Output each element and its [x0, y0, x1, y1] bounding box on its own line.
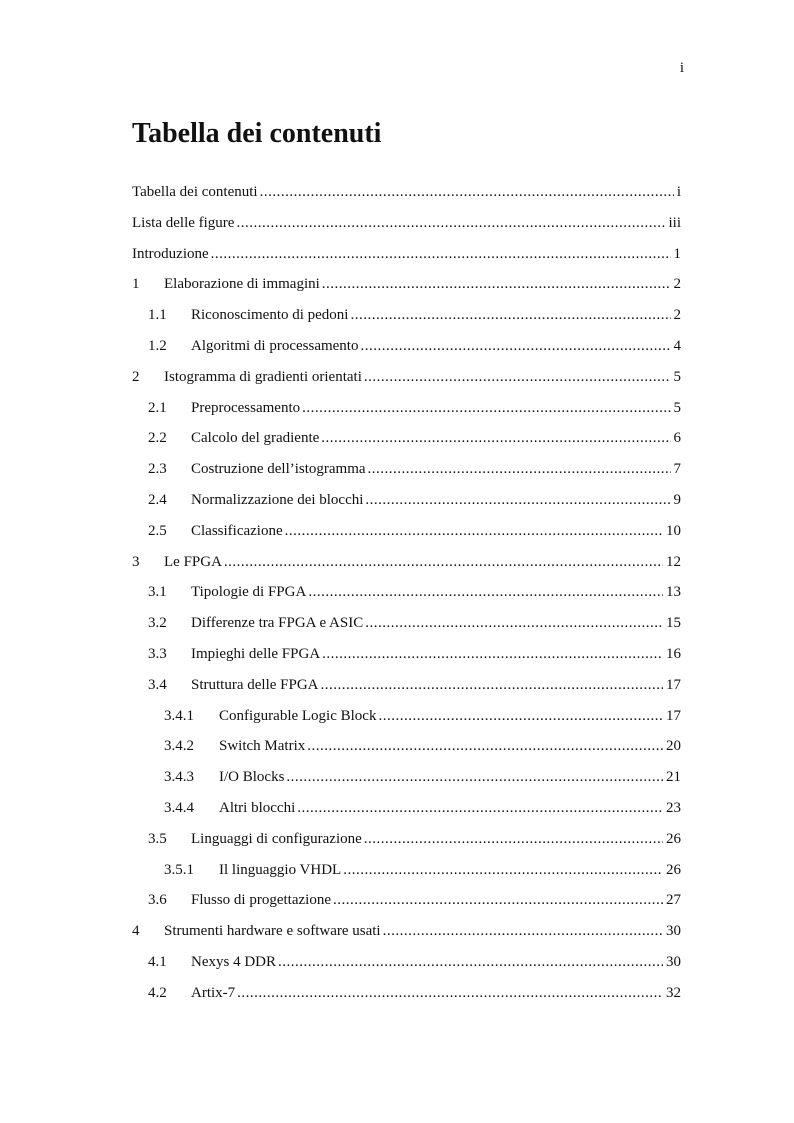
toc-entry[interactable]	[132, 578, 681, 609]
dot-leader	[322, 270, 671, 298]
toc-entry-label: Tabella dei contenuti	[132, 184, 258, 200]
dot-leader	[237, 979, 663, 1007]
toc-entry-label: Costruzione dell’istogramma	[191, 461, 366, 478]
dot-leader	[368, 455, 671, 483]
toc-entry[interactable]	[132, 517, 681, 548]
toc-entry-label: Flusso di progettazione	[191, 892, 331, 909]
dot-leader	[211, 240, 671, 268]
toc-entry-number: 2.2	[148, 430, 167, 447]
toc-entry-number: 4.2	[148, 984, 167, 1001]
toc-entry-number: 3.5	[148, 830, 167, 847]
toc-entry[interactable]	[132, 548, 681, 579]
dot-leader	[383, 917, 663, 945]
toc-entry-page: 26	[666, 861, 681, 878]
page-number: i	[679, 60, 684, 76]
toc-entry-label: Linguaggi di configurazione	[191, 830, 362, 847]
toc-entry-label: Tipologie di FPGA	[191, 584, 307, 601]
toc-entry-number: 3.5.1	[164, 861, 194, 878]
dot-leader	[308, 578, 663, 606]
toc-entry[interactable]	[132, 702, 681, 733]
toc-entry-number: 3	[132, 553, 140, 570]
toc-entry[interactable]	[132, 363, 681, 394]
toc-entry[interactable]	[132, 209, 681, 240]
dot-leader	[333, 886, 663, 914]
dot-leader	[365, 486, 670, 514]
toc-entry-page: 6	[673, 430, 681, 447]
toc-entry[interactable]	[132, 763, 681, 794]
toc-entry-label: Il linguaggio VHDL	[219, 861, 342, 878]
toc-entry[interactable]	[132, 671, 681, 702]
dot-leader	[364, 363, 671, 391]
toc-entry[interactable]	[132, 856, 681, 887]
dot-leader	[365, 609, 663, 637]
toc-entry-label: Elaborazione di immagini	[164, 276, 320, 293]
toc-entry[interactable]	[132, 424, 681, 455]
toc-entry-number: 4.1	[148, 953, 167, 970]
toc-entry-page: 30	[666, 923, 681, 940]
dot-leader	[343, 856, 663, 884]
toc-entry-number: 1	[132, 276, 140, 293]
toc-entry[interactable]	[132, 825, 681, 856]
toc-entry-page: 13	[666, 584, 681, 601]
dot-leader	[350, 301, 670, 329]
toc-entry[interactable]	[132, 332, 681, 363]
toc-entry-number: 4	[132, 923, 140, 940]
toc-entry-number: 1.2	[148, 337, 167, 354]
toc-entry-number: 2.1	[148, 399, 167, 416]
toc-entry-page: 10	[666, 522, 681, 539]
toc-entry[interactable]	[132, 394, 681, 425]
toc-entry-label: Struttura delle FPGA	[191, 676, 319, 693]
dot-leader	[278, 948, 663, 976]
toc-entry[interactable]	[132, 732, 681, 763]
toc-entry-page: 15	[666, 615, 681, 632]
toc-entry-label: Introduzione	[132, 245, 209, 262]
toc-entry-page: 32	[666, 984, 681, 1001]
toc-entry-label: Configurable Logic Block	[219, 707, 377, 724]
dot-leader	[378, 702, 663, 730]
toc-entry-number: 3.6	[148, 892, 167, 909]
toc-entry[interactable]	[132, 178, 681, 209]
toc-entry-label: Algoritmi di processamento	[191, 337, 359, 354]
toc-entry-page: 16	[666, 645, 681, 662]
toc-entry-page: 23	[666, 799, 681, 816]
toc-entry[interactable]	[132, 301, 681, 332]
toc-entry-label: Le FPGA	[164, 553, 222, 570]
toc-entry-number: 2.5	[148, 522, 167, 539]
toc-entry[interactable]	[132, 979, 681, 1010]
toc-entry-label: Strumenti hardware e software usati	[164, 923, 381, 940]
toc-entry[interactable]	[132, 270, 681, 301]
toc-entry[interactable]	[132, 609, 681, 640]
dot-leader	[307, 732, 663, 760]
toc-entry-page: 2	[673, 307, 681, 324]
toc-entry-page: i	[676, 184, 681, 200]
dot-leader	[360, 332, 670, 360]
toc-entry-label: Normalizzazione dei blocchi	[191, 491, 364, 508]
toc-entry-label: Nexys 4 DDR	[191, 953, 276, 970]
toc-entry-label: Lista delle figure	[132, 214, 235, 231]
toc-entry-label: Switch Matrix	[219, 738, 306, 755]
toc-entry-number: 3.4	[148, 676, 167, 693]
toc-entry[interactable]	[132, 886, 681, 917]
table-of-contents	[132, 178, 681, 1010]
dot-leader	[322, 640, 663, 668]
dot-leader	[285, 517, 663, 545]
toc-entry-number: 2.4	[148, 491, 167, 508]
toc-entry-number: 2	[132, 368, 140, 385]
toc-entry-page: 1	[673, 245, 681, 262]
dot-leader	[224, 548, 663, 576]
toc-entry-label: Impieghi delle FPGA	[191, 645, 321, 662]
toc-entry-label: Altri blocchi	[219, 799, 296, 816]
toc-entry-label: Artix-7	[191, 984, 236, 1001]
toc-entry-page: 26	[666, 830, 681, 847]
toc-entry-page: 12	[666, 553, 681, 570]
dot-leader	[321, 671, 664, 699]
toc-entry-label: Calcolo del gradiente	[191, 430, 320, 447]
toc-entry[interactable]	[132, 486, 681, 517]
toc-entry-label: Riconoscimento di pedoni	[191, 307, 349, 324]
dot-leader	[364, 825, 663, 853]
dot-leader	[321, 424, 670, 452]
toc-entry-label: Istogramma di gradienti orientati	[164, 368, 362, 385]
dot-leader	[236, 209, 665, 237]
toc-entry-page: 4	[673, 337, 681, 354]
toc-entry-number: 3.4.1	[164, 707, 194, 724]
toc-entry-page: 17	[666, 676, 681, 693]
dot-leader	[302, 394, 670, 422]
toc-entry-page: 21	[666, 769, 681, 786]
dot-leader	[260, 178, 674, 206]
toc-entry[interactable]	[132, 455, 681, 486]
toc-entry[interactable]	[132, 948, 681, 979]
toc-entry[interactable]	[132, 240, 681, 271]
toc-entry-page: 30	[666, 953, 681, 970]
toc-entry-page: 5	[673, 368, 681, 385]
toc-entry-page: iii	[668, 214, 681, 231]
toc-entry-number: 3.4.3	[164, 769, 194, 786]
toc-entry-page: 17	[666, 707, 681, 724]
dot-leader	[297, 794, 663, 822]
toc-entry-label: I/O Blocks	[219, 769, 285, 786]
toc-entry[interactable]	[132, 794, 681, 825]
toc-entry-number: 3.4.4	[164, 799, 194, 816]
toc-entry-number: 3.3	[148, 645, 167, 662]
toc-entry-label: Preprocessamento	[191, 399, 301, 416]
toc-entry-number: 3.4.2	[164, 738, 194, 755]
toc-entry-page: 5	[673, 399, 681, 416]
toc-entry-number: 2.3	[148, 461, 167, 478]
toc-entry[interactable]	[132, 640, 681, 671]
toc-entry[interactable]	[132, 917, 681, 948]
toc-entry-label: Differenze tra FPGA e ASIC	[191, 615, 364, 632]
toc-entry-page: 9	[673, 491, 681, 508]
dot-leader	[286, 763, 663, 791]
page-title: Tabella dei contenuti	[132, 118, 382, 149]
toc-entry-number: 3.2	[148, 615, 167, 632]
toc-entry-page: 27	[666, 892, 681, 909]
toc-entry-number: 1.1	[148, 307, 167, 324]
toc-entry-page: 7	[673, 461, 681, 478]
toc-entry-page: 2	[673, 276, 681, 293]
toc-entry-number: 3.1	[148, 584, 167, 601]
toc-entry-page: 20	[666, 738, 681, 755]
toc-entry-label: Classificazione	[191, 522, 283, 539]
